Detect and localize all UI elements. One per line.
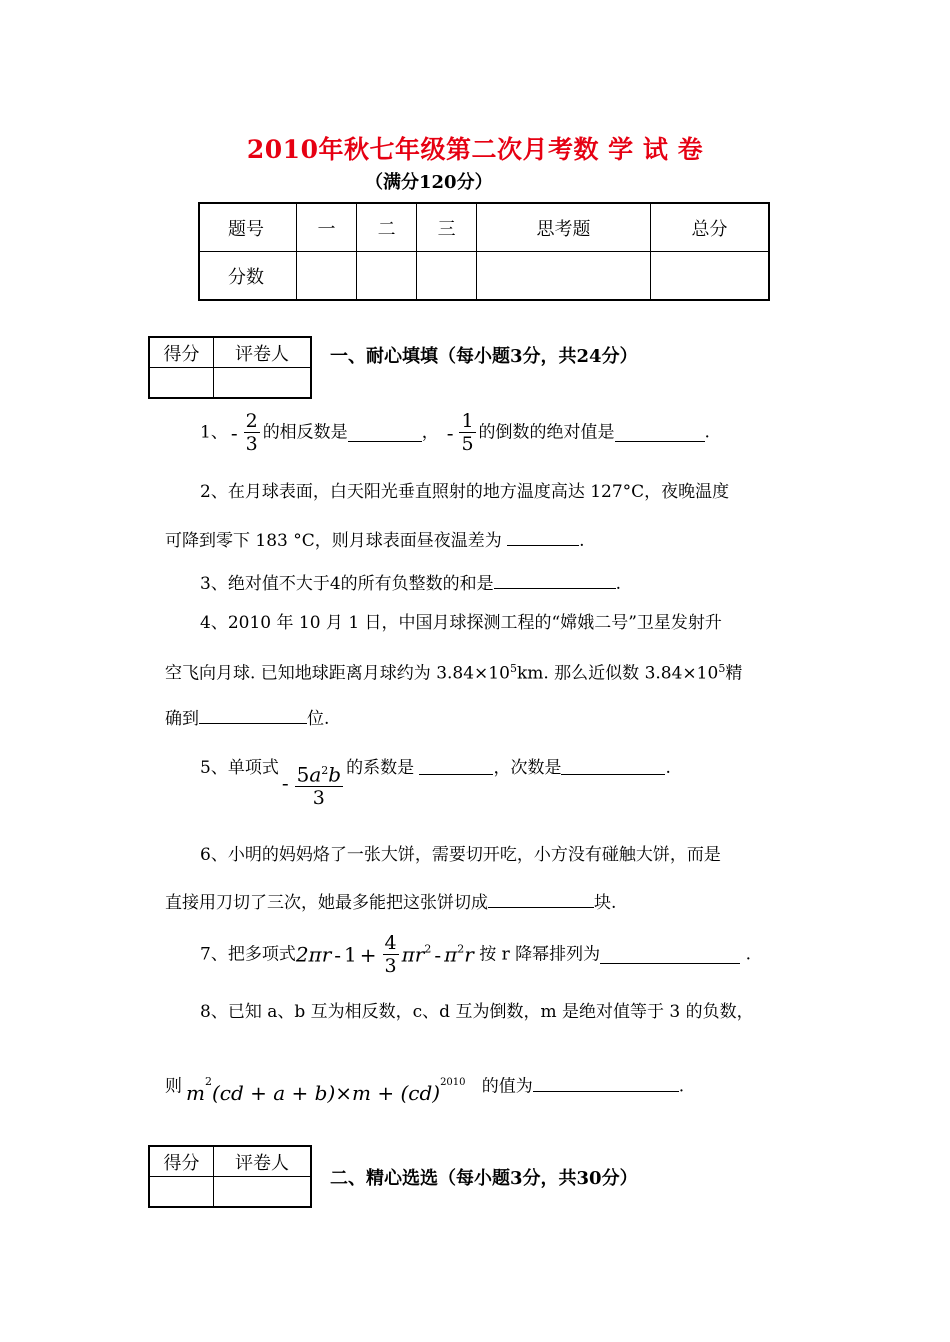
answer-blank[interactable] (615, 423, 705, 442)
page-title: 2010年秋七年级第二次月考数 学 试 卷 (246, 135, 704, 164)
table-cell: 三 (417, 203, 477, 252)
score-input-cell[interactable] (149, 1177, 214, 1208)
question-5: 5、单项式- $\frac{5a^2b}{3}$ 的系数是 ，次数是 . (200, 758, 671, 810)
question-8-line1: 8、已知 a、b 互为相反数，c、d 互为倒数，m 是绝对值等于 3 的负数， (200, 1002, 754, 1022)
table-cell: 总分 (650, 203, 769, 252)
question-3: 3、绝对值不大于4的所有负整数的和是 . (200, 570, 621, 596)
question-4-line2: 空飞向月球. 已知地球距离月球约为 $3.84\times 10^5km$. 那么近似数 $3.84\times 10^5$精 (165, 662, 743, 684)
table-row (199, 252, 769, 301)
question-4-line1: 4、2010 年 10 月 1 日，中国月球探测工程的“嫦娥二号”卫星发射升 (200, 613, 722, 633)
score-label: 得分 (149, 1146, 214, 1177)
score-input-cell[interactable] (477, 252, 651, 301)
section-one-heading: 一、耐心填填（每小题3分，共24分） (330, 346, 638, 367)
score-input-cell[interactable] (149, 368, 214, 399)
question-2-line1: 2、在月球表面，白天阳光垂直照射的地方温度高达 127°C，夜晚温度 (200, 482, 730, 502)
answer-blank[interactable] (494, 570, 616, 589)
score-input-cell[interactable] (650, 252, 769, 301)
grader-input-cell[interactable] (214, 1177, 312, 1208)
table-cell: 分数 (199, 252, 297, 301)
question-1: 1、 - $\frac{2}{3}$ 的相反数是 ， - $\frac{1}{5}$ 的倒数的绝对值是 . (200, 410, 710, 455)
table-cell: 题号 (199, 203, 297, 252)
question-6-line2: 直接用刀切了三次，她最多能把这张饼切成 块. (165, 889, 616, 915)
score-input-cell[interactable] (357, 252, 417, 301)
score-input-cell[interactable] (417, 252, 477, 301)
table-cell: 二 (357, 203, 417, 252)
answer-blank[interactable] (600, 945, 740, 964)
answer-blank[interactable] (199, 705, 307, 724)
table-row (199, 203, 769, 252)
question-2-line2: 可降到零下 183 °C，则月球表面昼夜温差为 . (165, 527, 585, 553)
question-6-line1: 6、小明的妈妈烙了一张大饼，需要切开吃，小方没有碰触大饼，而是 (200, 845, 721, 865)
answer-blank[interactable] (507, 527, 579, 546)
grader-box (148, 336, 312, 399)
question-4-line3: 确到 位. (165, 705, 329, 731)
question-8-line2: 则 $m^2(cd + a + b)\times m + (cd)^{2010}$ 的值为 . (165, 1070, 684, 1099)
answer-blank[interactable] (488, 889, 594, 908)
grader-box (148, 1145, 312, 1208)
section-two-heading: 二、精心选选（每小题3分，共30分） (330, 1168, 638, 1189)
answer-blank[interactable] (419, 756, 493, 775)
answer-blank[interactable] (533, 1073, 679, 1092)
question-7: 7、把多项式2πr - 1 + $\frac{4}{3}$ $\pi r^2 - \pi^2r$ 按 r 降幂排列为 . (200, 932, 751, 977)
grader-input-cell[interactable] (214, 368, 312, 399)
answer-blank[interactable] (348, 423, 422, 442)
answer-blank[interactable] (561, 756, 665, 775)
full-score-note: （满分120分） (365, 172, 493, 193)
score-label: 得分 (149, 337, 214, 368)
score-input-cell[interactable] (297, 252, 357, 301)
score-table (198, 202, 770, 301)
grader-label: 评卷人 (214, 337, 312, 368)
table-cell: 思考题 (477, 203, 651, 252)
table-cell: 一 (297, 203, 357, 252)
grader-label: 评卷人 (214, 1146, 312, 1177)
